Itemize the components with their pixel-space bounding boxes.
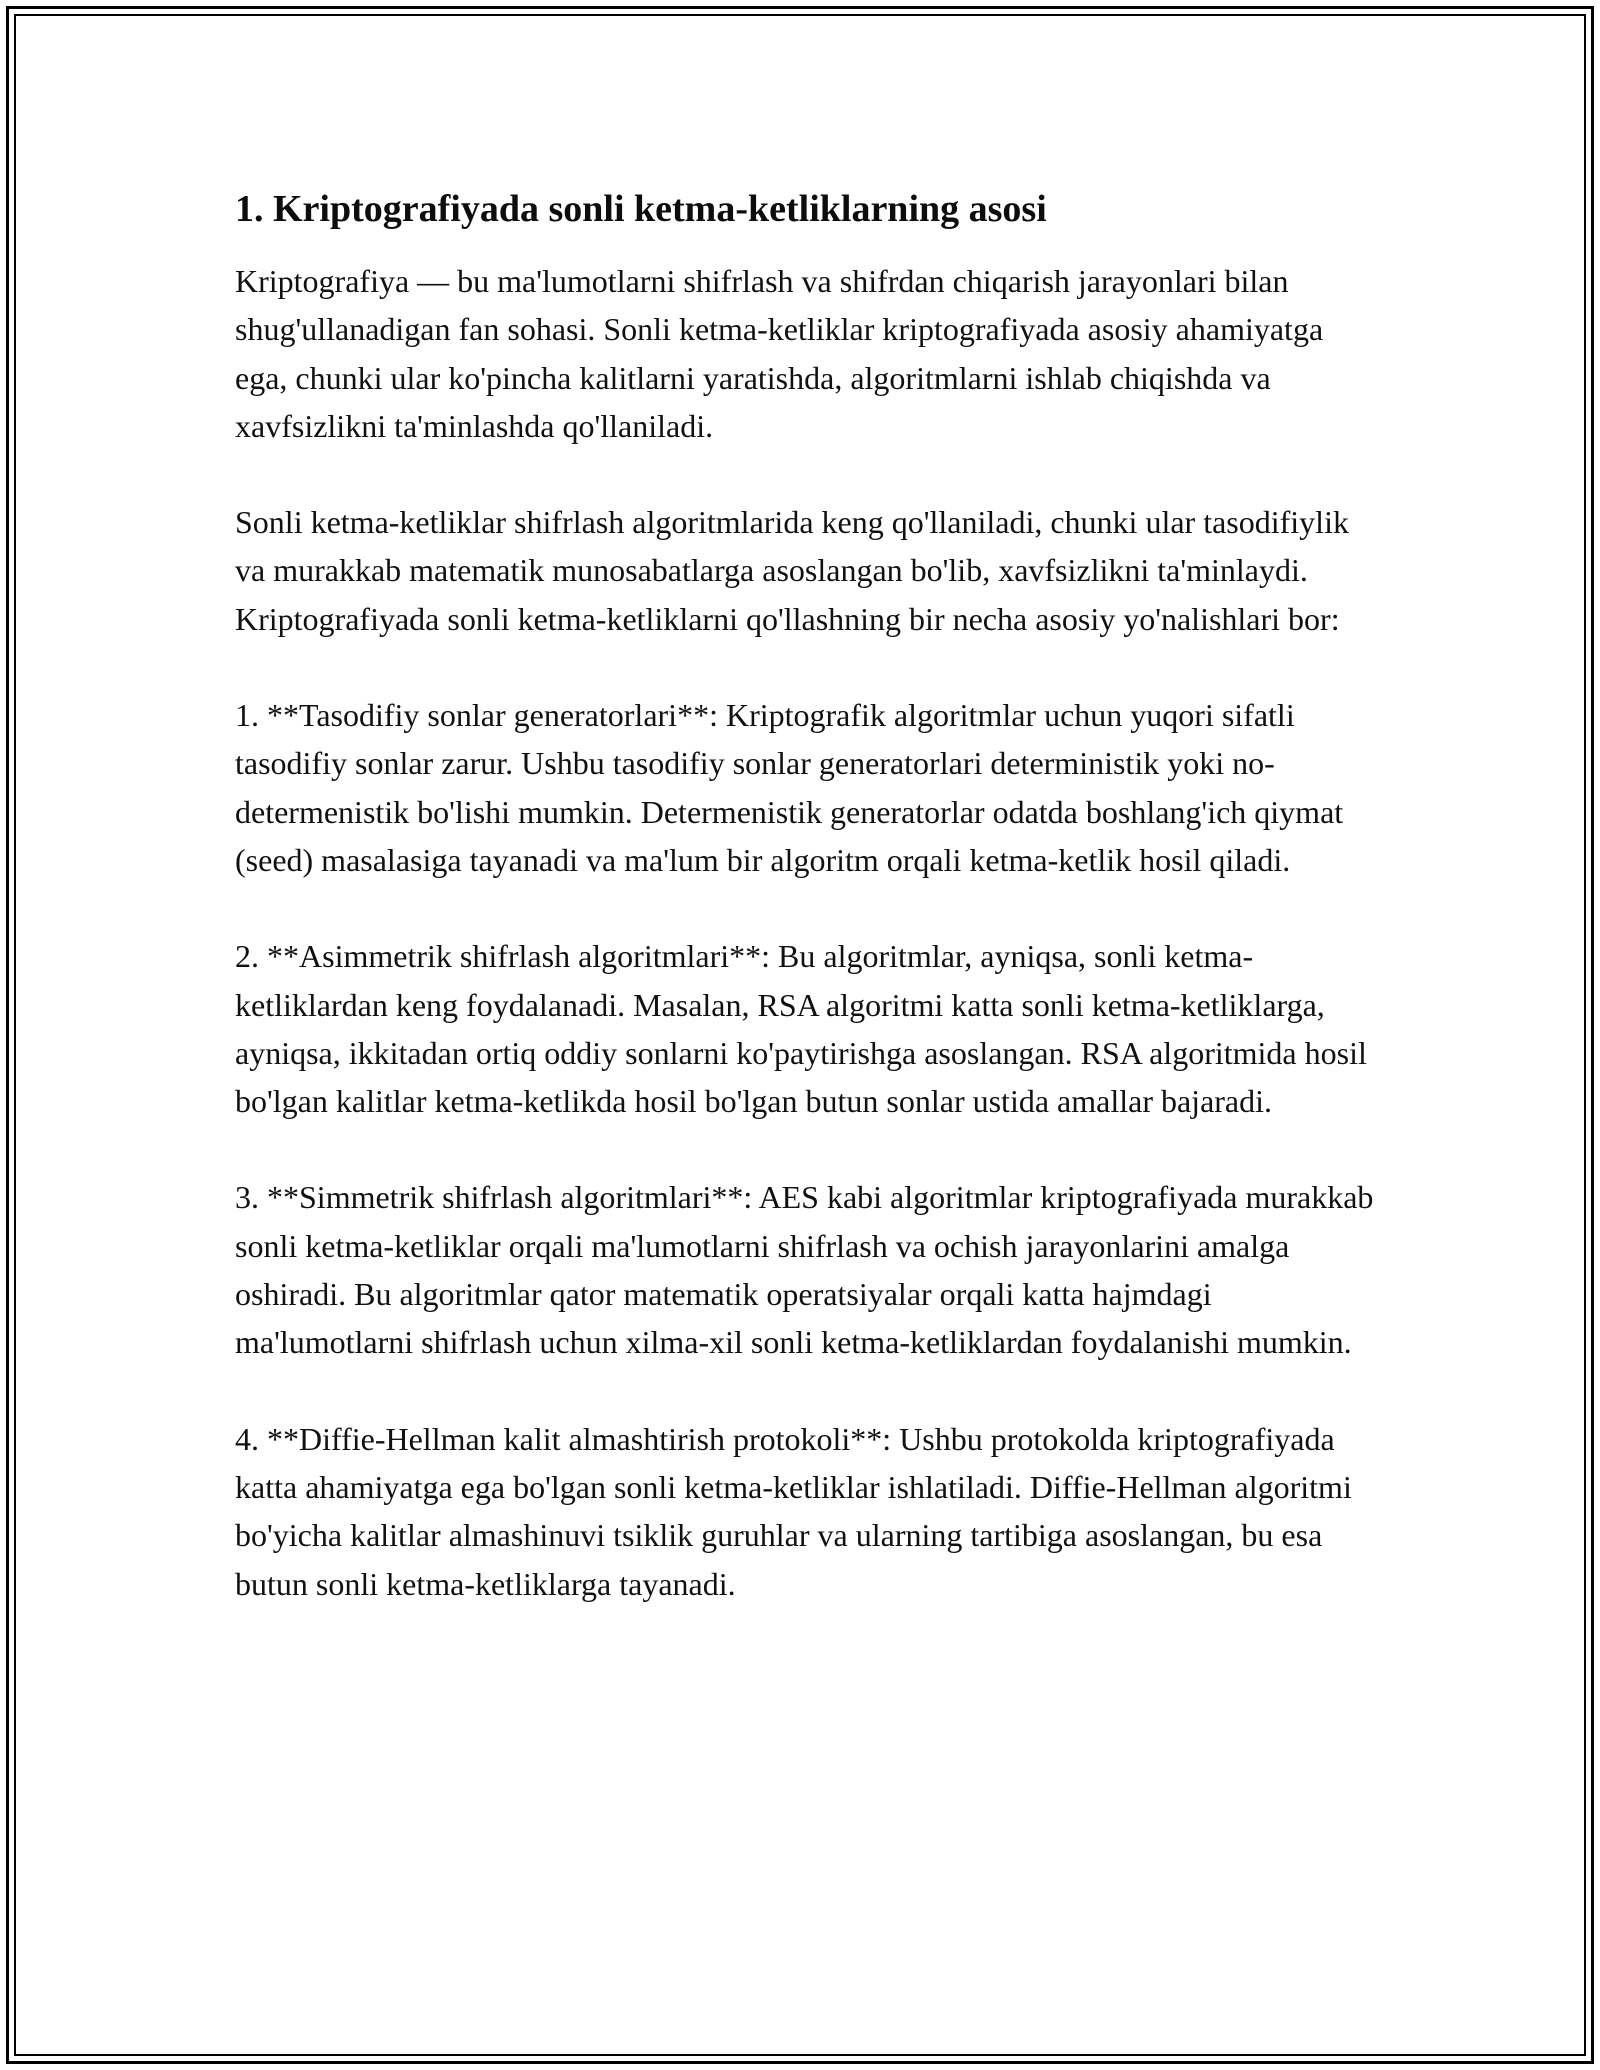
document-body (235, 185, 1375, 1608)
list-item-asymmetric-encryption: 2. **Asimmetrik shifrlash algoritmlari**: Bu algoritmlar, ayniqsa, sonli ketma-ketliklardan keng foydalanadi. Masalan, RSA algoritmi katta sonli ketma-ketliklarga, ayniqsa, ikkitadan ortiq oddiy sonlarni ko'paytirishga asoslangan. RSA algoritmida hosil bo'lgan kalitlar ketma-ketlikda hosil bo'lgan butun sonlar ustida amallar bajaradi. (235, 938, 1367, 1120)
section-heading: 1. Kriptografiyada sonli ketma-ketliklarning asosi (235, 188, 1047, 230)
list-item-diffie-hellman: 4. **Diffie-Hellman kalit almashtirish protokoli**: Ushbu protokolda kriptografiyada katta ahamiyatga ega bo'lgan sonli ketma-ketliklar ishlatiladi. Diffie-Hellman algoritmi bo'yicha kalitlar almashinuvi tsiklik guruhlar va ularning tartibiga asoslangan, bu esa butun sonli ketma-ketliklarga tayanadi. (235, 1420, 1352, 1602)
list-item-random-generators: 1. **Tasodifiy sonlar generatorlari**: Kriptografik algoritmlar uchun yuqori sifatli tasodifiy sonlar zarur. Ushbu tasodifiy sonlar generatorlari deterministik yoki no-determenistik bo'lishi mumkin. Determenistik generatorlar odatda boshlang'ich qiymat (seed) masalasiga tayanadi va ma'lum bir algoritm orqali ketma-ketlik hosil qiladi. (235, 697, 1344, 878)
list-item-symmetric-encryption: 3. **Simmetrik shifrlash algoritmlari**: AES kabi algoritmlar kriptografiyada murakkab sonli ketma-ketliklar orqali ma'lumotlarni shifrlash va ochish jarayonlarini amalga oshiradi. Bu algoritmlar qator matematik operatsiyalar orqali katta hajmdagi ma'lumotlarni shifrlash uchun xilma-xil sonli ketma-ketliklardan foydalanishi mumkin. (235, 1179, 1374, 1361)
paragraph-intro: Kriptografiya — bu ma'lumotlarni shifrlash va shifrdan chiqarish jarayonlari bilan shug'ullanadigan fan sohasi. Sonli ketma-ketliklar kriptografiyada asosiy ahamiyatga ega, chunki ular ko'pincha kalitlarni yaratishda, algoritmlarni ishlab chiqishda va xavfsizlikni ta'minlashda qo'llaniladi. (235, 263, 1324, 444)
paragraph-overview: Sonli ketma-ketliklar shifrlash algoritmlarida keng qo'llaniladi, chunki ular tasodifiylik va murakkab matematik munosabatlarga asoslangan bo'lib, xavfsizlikni ta'minlaydi. Kriptografiyada sonli ketma-ketliklarni qo'llashning bir necha asosiy yo'nalishlari bor: (235, 504, 1349, 637)
